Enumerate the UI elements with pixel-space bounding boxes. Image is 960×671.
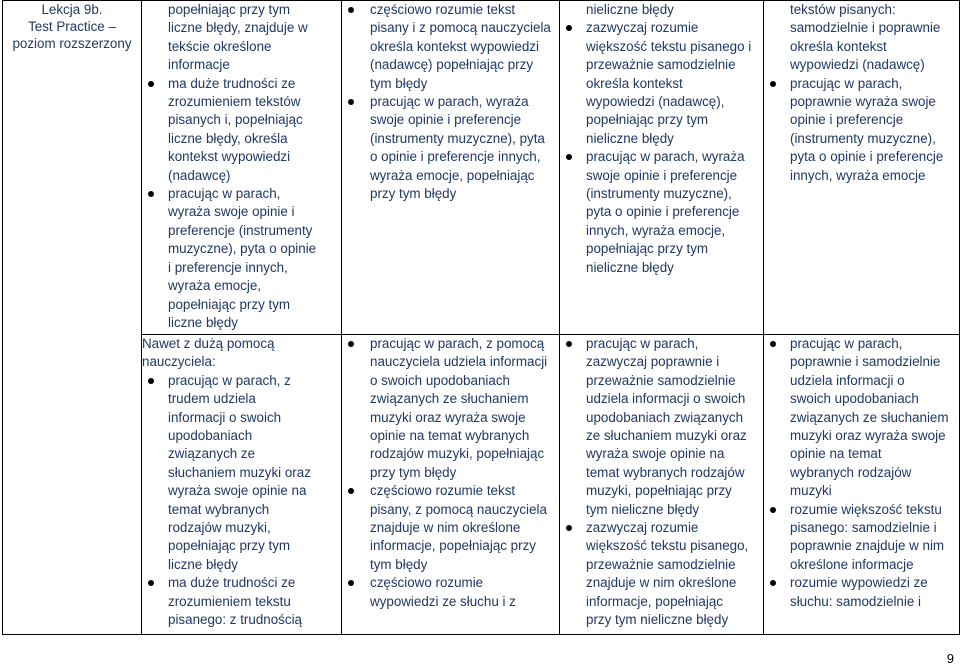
row1-col5-list	[764, 1, 959, 185]
table-row	[3, 1, 960, 335]
list-item: pracując w parach, wyraża swoje opinie i preferencje (instrumenty muzyczne), pyta o opinie i preferencje innych, wyraża emocje, popełniając przy tym nieliczne błędy	[560, 148, 763, 277]
row1-col2-cell	[142, 1, 342, 335]
row1-col4-cell	[560, 1, 764, 335]
row1-col3-cell	[342, 1, 560, 335]
lesson-title-cell	[3, 1, 142, 635]
page-number: 9	[946, 651, 954, 666]
lesson-subtitle: Test Practice –	[28, 19, 116, 34]
list-item: nieliczne błędy	[586, 2, 674, 17]
list-item: pracując w parach, poprawnie wyraża swoje opinie i preferencje (instrumenty muzyczne), pyta o opinie i preferencje innych, wyraża emocje	[764, 75, 959, 185]
list-item: zazwyczaj rozumie większość tekstu pisanego i przeważnie samodzielnie określa kontekst wypowiedzi (nadawcę), popełniając przy tym nieliczne błędy	[560, 19, 763, 148]
list-item: pracując w parach, z trudem udziela informacji o swoich upodobaniach związanych ze słuchaniem muzyki oraz wyraża swoje opinie na temat wybranych rodzajów muzyki, popełniając przy tym liczne błędy	[142, 372, 341, 574]
row2-col3-cell	[342, 335, 560, 635]
lesson-number: Lekcja 9b.	[41, 2, 103, 17]
row2-col2-intro: Nawet z dużą pomocą nauczyciela:	[142, 336, 275, 370]
list-item: popełniając przy tym liczne błędy, znajduje w tekście określone informacje	[168, 2, 308, 73]
list-item: częściowo rozumie wypowiedzi ze słuchu i z	[342, 574, 559, 611]
list-item: ma duże trudności ze zrozumieniem tekstu pisanego: z trudnością	[142, 574, 341, 629]
list-item: ma duże trudności ze zrozumieniem tekstów pisanych i, popełniając liczne błędy, określa kontekst wypowiedzi (nadawcę)	[142, 75, 341, 185]
row2-col4-cell	[560, 335, 764, 635]
list-item: rozumie wypowiedzi ze słuchu: samodzielnie i	[764, 574, 959, 611]
row1-col5-cell	[764, 1, 960, 335]
row2-col5-cell	[764, 335, 960, 635]
list-item: rozumie większość tekstu pisanego: samodzielnie i poprawnie znajduje w nim określone informacje	[764, 501, 959, 575]
row1-col3-list	[342, 1, 559, 203]
row2-col2-cell	[142, 335, 342, 635]
row1-col4-list	[560, 1, 763, 277]
row2-col4-list	[560, 335, 763, 630]
list-item: częściowo rozumie tekst pisany i z pomocą nauczyciela określa kontekst wypowiedzi (nadawcę) popełniając przy tym błędy	[342, 1, 559, 93]
row1-col2-list	[142, 1, 341, 332]
table-row	[3, 335, 960, 635]
list-item: pracując w parach, wyraża swoje opinie i preferencje (instrumenty muzyczne), pyta o opinie i preferencje innych, wyraża emocje, popełniając przy tym liczne błędy	[142, 185, 341, 332]
list-item: pracując w parach, zazwyczaj poprawnie i przeważnie samodzielnie udziela informacji o swoich upodobaniach związanych ze słuchaniem muzyki oraz wyraża swoje opinie na temat wybranych rodzajów muzyki, popełniając przy tym nieliczne błędy	[560, 335, 763, 519]
list-item: zazwyczaj rozumie większość tekstu pisanego, przeważnie samodzielnie znajduje w nim określone informacje, popełniając przy tym nieliczne błędy	[560, 519, 763, 629]
list-item: tekstów pisanych: samodzielnie i poprawnie określa kontekst wypowiedzi (nadawcę)	[790, 2, 941, 73]
list-item: częściowo rozumie tekst pisany, z pomocą nauczyciela znajduje w nim określone informacje, popełniając przy tym błędy	[342, 482, 559, 574]
row2-col3-list	[342, 335, 559, 611]
list-item: pracując w parach, poprawnie i samodzielnie udziela informacji o swoich upodobaniach związanych ze słuchaniem muzyki oraz wyraża swoje opinie na temat wybranych rodzajów muzyki	[764, 335, 959, 501]
criteria-table	[2, 0, 960, 635]
row2-col5-list	[764, 335, 959, 611]
list-item: pracując w parach, wyraża swoje opinie i preferencje (instrumenty muzyczne), pyta o opinie i preferencje innych, wyraża emocje, popełniając przy tym błędy	[342, 93, 559, 203]
list-item: pracując w parach, z pomocą nauczyciela udziela informacji o swoich upodobaniach związanych ze słuchaniem muzyki oraz wyraża swoje opinie na temat wybranych rodzajów muzyki, popełniając przy tym błędy	[342, 335, 559, 482]
lesson-level: poziom rozszerzony	[12, 36, 132, 51]
row2-col2-list	[142, 372, 341, 630]
